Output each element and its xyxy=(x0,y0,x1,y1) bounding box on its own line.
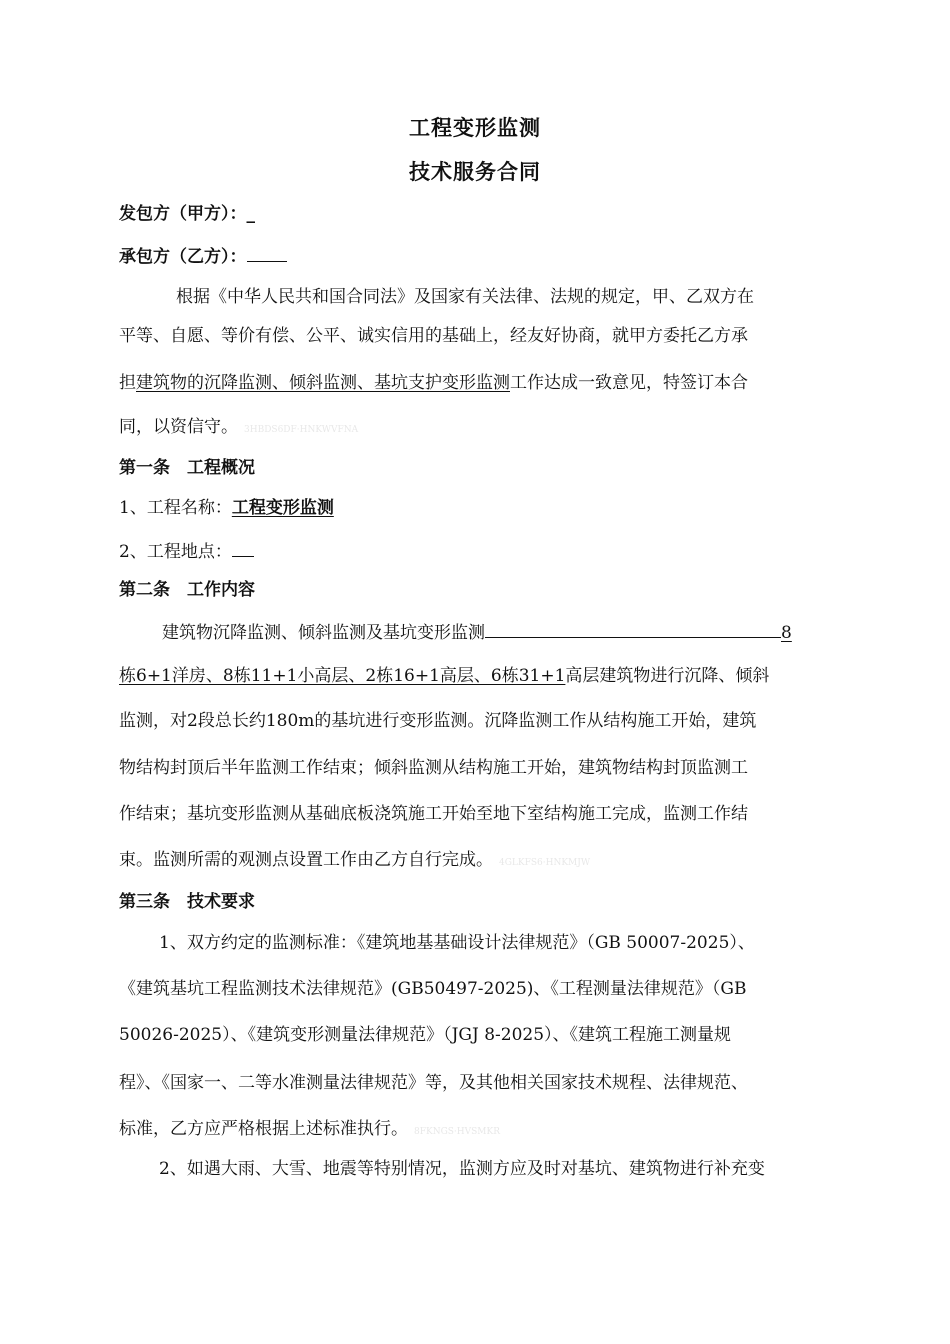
preamble-line-1: 根据《中华人民共和国合同法》及国家有关法律、法规的规定，甲、乙双方在 xyxy=(176,287,754,307)
preamble-line-2: 平等、自愿、等价有偿、公平、诚实信用的基础上，经友好协商，就甲方委托乙方承 xyxy=(119,326,748,346)
party-b-label: 承包方（乙方）： xyxy=(119,247,247,267)
article-2-heading: 第二条 工作内容 xyxy=(119,580,255,600)
standards-line-4: 程》、《国家一、二等水准测量法律规范》等，及其他相关国家技术规程、法律规范、 xyxy=(119,1073,748,1093)
page-subtitle: 技术服务合同 xyxy=(409,160,541,184)
work-line-1-end: 8 xyxy=(781,623,792,643)
preamble-line-3 xyxy=(119,371,839,395)
project-name-value: 工程变形监测 xyxy=(231,498,334,518)
work-line-6-text: 束。监测所需的观测点设置工作由乙方自行完成。 xyxy=(119,850,493,870)
faint-watermark-3: 8FKNGS·HVSMKR xyxy=(414,1127,501,1137)
work-line-2 xyxy=(119,664,839,688)
project-name-label: 1、工程名称： xyxy=(119,498,232,518)
work-line-6 xyxy=(119,848,839,875)
project-site-label: 2、工程地点： xyxy=(119,542,232,562)
work-line-1 xyxy=(162,619,842,645)
project-name-line xyxy=(119,496,839,520)
project-site-line xyxy=(119,538,839,564)
project-site-blank xyxy=(232,538,254,557)
standards-line-5-text: 标准，乙方应严格根据上述标准执行。 xyxy=(119,1119,408,1139)
faint-watermark-1: 3HBDS6DF·HNKWVFNA xyxy=(244,425,359,435)
scope-underlined: 建筑物的沉降监测、倾斜监测、基坑支护变形监测 xyxy=(136,373,510,393)
page-title: 工程变形监测 xyxy=(409,116,541,140)
preamble-line-4 xyxy=(119,415,839,442)
article-3-heading: 第三条 技术要求 xyxy=(119,892,255,912)
party-b-blank xyxy=(247,243,287,262)
work-line-1-text: 建筑物沉降监测、倾斜监测及基坑变形监测 xyxy=(162,623,485,643)
preamble-line-3-start: 担 xyxy=(119,373,136,393)
standards-line-2: 《建筑基坑工程监测技术法律规范》(GB50497-2025)、《工程测量法律规范》（GB xyxy=(119,979,747,999)
party-a-label: 发包方（甲方）： xyxy=(119,204,247,224)
faint-watermark-2: 4GLKFS6·HNKMJW xyxy=(499,858,591,868)
standards-line-5 xyxy=(119,1117,839,1144)
party-a-line xyxy=(119,202,839,226)
party-b-line xyxy=(119,243,839,269)
work-line-2-end: 高层建筑物进行沉降、倾斜 xyxy=(565,666,770,686)
building-list-underlined: 栋6+1洋房、8栋11+1小高层、2栋16+1高层、6栋31+1 xyxy=(119,666,566,686)
preamble-line-4-text: 同，以资信守。 xyxy=(119,417,238,437)
standards-line-3: 50026-2025）、《建筑变形测量法律规范》（JGJ 8-2025）、《建筑工程施工测量规 xyxy=(119,1025,732,1045)
article-1-heading: 第一条 工程概况 xyxy=(119,458,255,478)
preamble-line-3-end: 工作达成一致意见，特签订本合 xyxy=(510,373,748,393)
party-a-blank: _ xyxy=(246,204,255,224)
standards-line-1: 1、双方约定的监测标准：《建筑地基基础设计法律规范》（GB 50007-2025）、 xyxy=(159,933,755,953)
work-line-3: 监测，对2段总长约180m的基坑进行变形监测。沉降监测工作从结构施工开始，建筑 xyxy=(119,711,757,731)
work-line-4: 物结构封顶后半年监测工作结束；倾斜监测从结构施工开始，建筑物结构封顶监测工 xyxy=(119,758,748,778)
special-conditions-line-1: 2、如遇大雨、大雪、地震等特别情况，监测方应及时对基坑、建筑物进行补充变 xyxy=(159,1159,765,1179)
work-line-1-rule xyxy=(485,619,781,638)
work-line-5: 作结束；基坑变形监测从基础底板浇筑施工开始至地下室结构施工完成，监测工作结 xyxy=(119,804,748,824)
